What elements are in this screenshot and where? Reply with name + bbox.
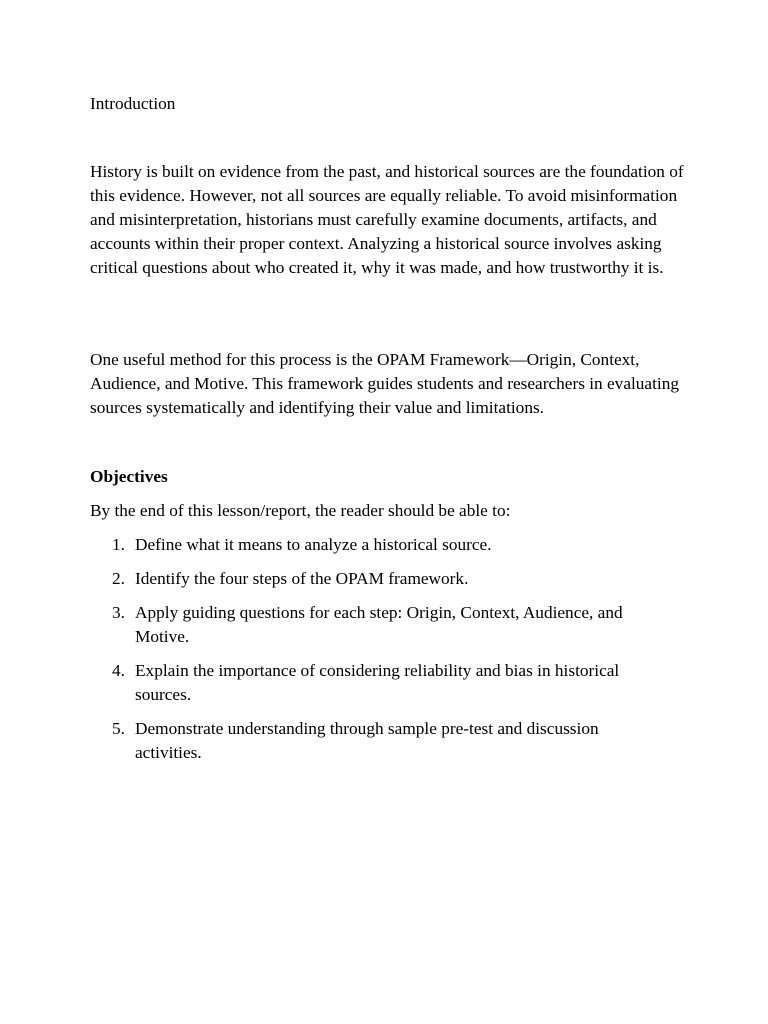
objective-text: Define what it means to analyze a historical source. — [135, 535, 492, 554]
objective-number: 3. — [112, 603, 125, 622]
introduction-paragraph-2: One useful method for this process is the OPAM Framework—Origin, Context, Audience, and Motive. This framework guides students and researchers in evaluating sources systematically and identifying their value and limitations. — [90, 350, 679, 417]
objective-text: Explain the importance of considering reliability and bias in historical sources. — [135, 661, 620, 704]
objective-number: 4. — [112, 661, 125, 680]
objectives-lead: By the end of this lesson/report, the reader should be able to: — [90, 501, 511, 520]
objective-number: 1. — [112, 535, 125, 554]
objective-text: Apply guiding questions for each step: Origin, Context, Audience, and Motive. — [135, 603, 623, 646]
objective-number: 5. — [112, 719, 125, 738]
introduction-heading: Introduction — [90, 94, 176, 113]
introduction-paragraph-1: History is built on evidence from the past, and historical sources are the foundation of this evidence. However, not all sources are equally reliable. To avoid misinformation and misinterpretation, historians must carefully examine documents, artifacts, and accounts within their proper context. Analyzing a historical source involves asking critical questions about who created it, why it was made, and how trustworthy it is. — [90, 162, 684, 277]
objective-item — [90, 533, 650, 557]
objective-item — [90, 601, 650, 649]
objective-item — [90, 717, 650, 765]
objective-text: Demonstrate understanding through sample pre-test and discussion activities. — [135, 719, 599, 762]
objective-item — [90, 567, 650, 591]
objectives-list — [90, 533, 650, 775]
objective-item — [90, 659, 650, 707]
objective-number: 2. — [112, 569, 125, 588]
objectives-heading: Objectives — [90, 467, 168, 486]
objective-text: Identify the four steps of the OPAM framework. — [135, 569, 469, 588]
